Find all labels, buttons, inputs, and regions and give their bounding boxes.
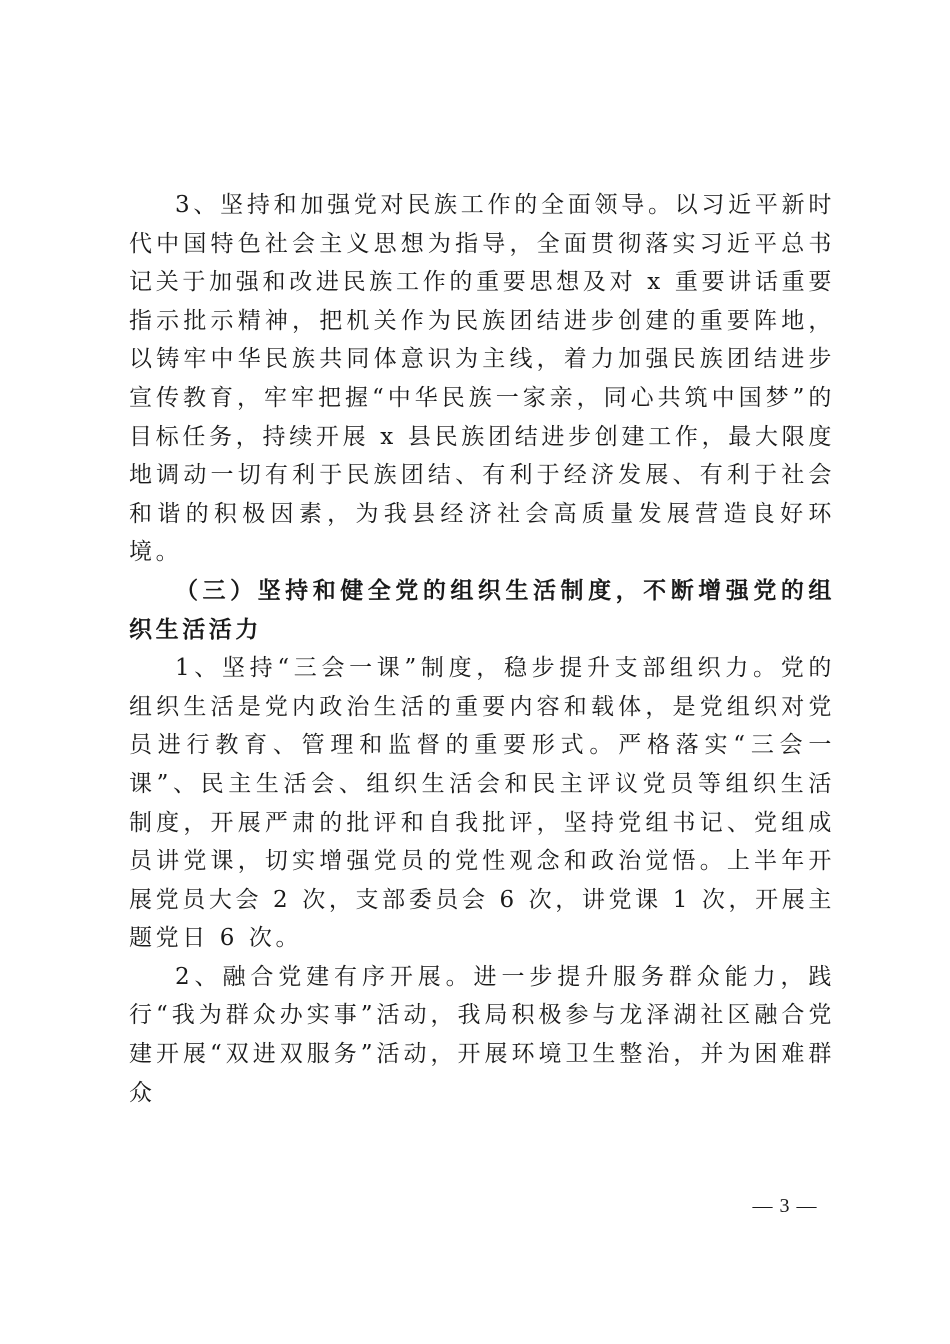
paragraph-three-meetings-one-lesson: 1、坚持“三会一课”制度，稳步提升支部组织力。党的组织生活是党内政治生活的重要内容和载体，是党组织对党员进行教育、管理和监督的重要形式。严格落实“三会一课”、民主生活会、组织生活会和民主评议党员等组织生活制度，开展严肃的批评和自我批评，坚持党组书记、党组成员讲党课，切实增强党员的党性观念和政治觉悟。上半年开展党员大会 2 次，支部委员会 6 次，讲党课 1 次，开展主题党日 6 次。 <box>129 655 835 952</box>
paragraph-ethnic-work: 3、坚持和加强党对民族工作的全面领导。以习近平新时代中国特色社会主义思想为指导，全面贯彻落实习近平总书记关于加强和改进民族工作的重要思想及对 x 重要讲话重要指示批示精神，把机关作为民族团结进步创建的重要阵地，以铸牢中华民族共同体意识为主线，着力加强民族团结进步宣传教育，牢牢把握“中华民族一家亲，同心共筑中国梦”的目标任务，持续开展 x 县民族团结进步创建工作，最大限度地调动一切有利于民族团结、有利于经济发展、有利于社会和谐的积极因素，为我县经济社会高质量发展营造良好环境。 <box>129 192 835 566</box>
section-heading-organizational-life: （三）坚持和健全党的组织生活制度，不断增强党的组织生活活力 <box>129 576 835 643</box>
page-number: — 3 — <box>752 1195 818 1217</box>
paragraph-integrated-party-building: 2、融合党建有序开展。进一步提升服务群众能力，践行“我为群众办实事”活动，我局积极参与龙泽湖社区融合党建开展“双进双服务”活动，开展环境卫生整治，并为困难群众 <box>129 963 835 1106</box>
document-body <box>129 186 835 1112</box>
